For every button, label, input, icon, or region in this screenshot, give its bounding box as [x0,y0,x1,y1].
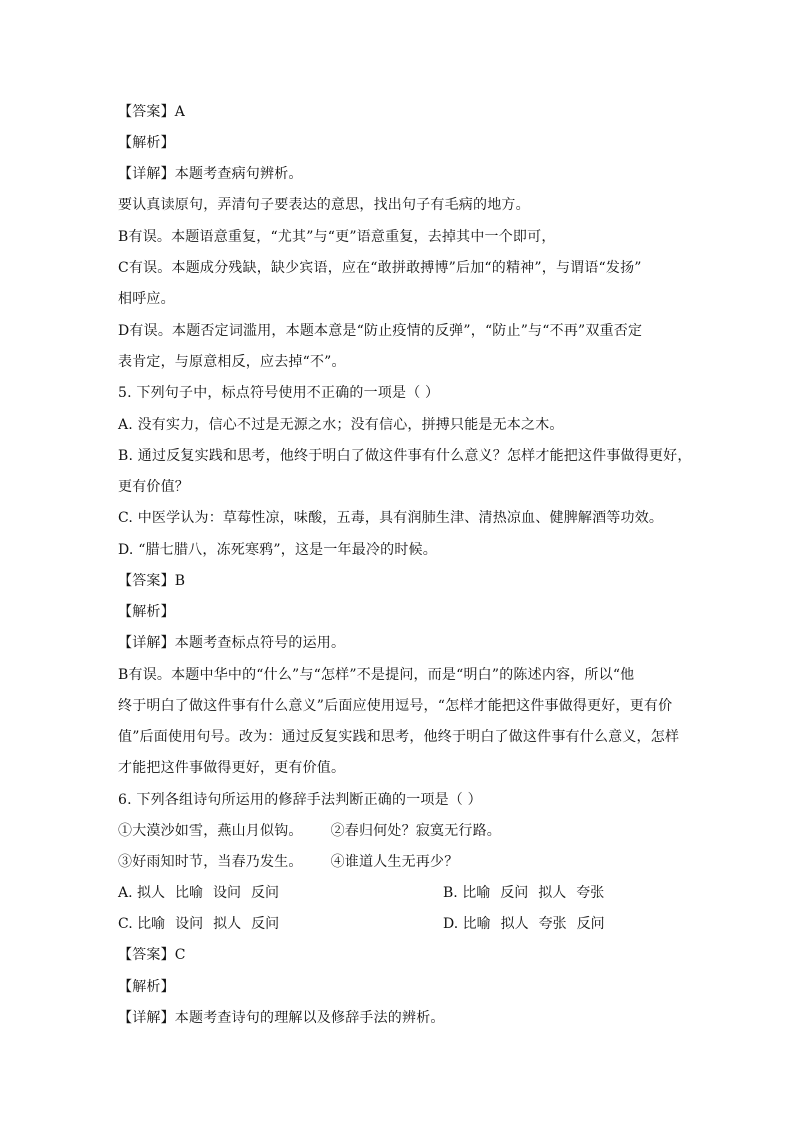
answer-label: 【答案】A [118,104,186,120]
question-5: 5. 下列句子中，标点符号使用不正确的一项是（ ） [118,385,440,401]
answer-label: 【答案】C [118,947,186,963]
paragraph: C有误。本题成分残缺，缺少宾语，应在“敢拼敢搏博”后加“的精神”，与谓语“发扬” [118,260,642,276]
poem-2: ②春归何处？寂寞无行路。 [330,823,502,839]
detail-label: 【详解】本题考查标点符号的运用。 [118,635,346,651]
option-b: B. 比喻 反问 拟人 夸张 [443,885,605,901]
option-a: A. 拟人 比喻 设问 反问 [118,885,280,901]
detail-label: 【详解】本题考查诗句的理解以及修辞手法的辨析。 [118,1010,445,1026]
paragraph: D有误。本题否定词滥用，本题本意是“防止疫情的反弹”，“防止”与“不再”双重否定 [118,323,643,339]
option-c: C. 比喻 设问 拟人 反问 [118,916,280,932]
paragraph: 终于明白了做这件事有什么意义”后面应使用逗号，“怎样才能把这件事做得更好，更有价 [118,698,673,714]
option-c: C. 中医学认为：草莓性凉，味酸，五毒，具有润肺生津、清热凉血、健脾解酒等功效。 [118,510,664,526]
poem-3: ③好雨知时节，当春乃发生。 [118,854,303,870]
poem-1: ①大漠沙如雪，燕山月似钩。 [118,823,303,839]
paragraph: 表肯定，与原意相反，应去掉“不”。 [118,354,346,370]
paragraph: B有误。本题中华中的“什么”与“怎样”不是提问，而是“明白”的陈述内容，所以“他 [118,667,635,683]
poem-line [118,852,458,872]
detail-label: 【详解】本题考查病句辨析。 [118,166,303,182]
paragraph: B有误。本题语意重复，“尤其”与“更”语意重复，去掉其中一个即可， [118,229,556,245]
answer-label: 【答案】B [118,573,186,589]
option-a: A. 没有实力，信心不过是无源之水；没有信心，拼搏只能是无本之木。 [118,417,564,433]
option-b-cont: 更有价值？ [118,479,189,495]
poem-4: ④谁道人生无再少？ [330,854,459,870]
analysis-label: 【解析】 [118,979,175,995]
option-b: B. 通过反复实践和思考，他终于明白了做这件事有什么意义？怎样才能把这件事做得更好， [118,448,692,464]
paragraph: 才能把这件事做得更好，更有价值。 [118,760,346,776]
paragraph: 要认真读原句，弄清句子要表达的意思，找出句子有毛病的地方。 [118,197,530,213]
paragraph: 相呼应。 [118,291,175,307]
analysis-label: 【解析】 [118,604,175,620]
paragraph: 值”后面使用句号。改为：通过反复实践和思考，他终于明白了做这件事有什么意义，怎样 [118,729,680,745]
poem-line [118,821,501,841]
option-d: D. 比喻 拟人 夸张 反问 [443,916,605,932]
analysis-label: 【解析】 [118,135,175,151]
option-d: D. “腊七腊八，冻死寒鸦”，这是一年最冷的时候。 [118,542,437,558]
question-6: 6. 下列各组诗句所运用的修辞手法判断正确的一项是（ ） [118,792,482,808]
